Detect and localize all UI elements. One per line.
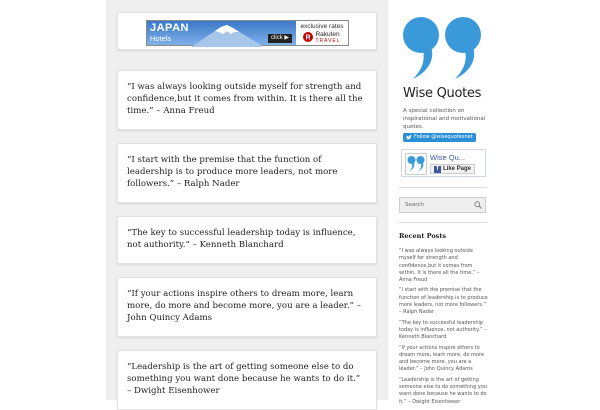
facebook-page-avatar[interactable] <box>405 153 427 175</box>
main-column <box>106 0 388 400</box>
ad-image[interactable] <box>147 21 296 45</box>
ad-brand-text <box>315 31 340 44</box>
facebook-page-name[interactable]: Wise Qu... <box>430 153 466 162</box>
ad-title: JAPAN <box>150 22 189 34</box>
quote-marks-logo-icon[interactable] <box>401 15 485 81</box>
ad-card <box>117 12 377 50</box>
site-title[interactable]: Wise Quotes <box>403 86 482 101</box>
ad-brand <box>303 31 340 44</box>
twitter-follow-button[interactable] <box>403 133 476 142</box>
quote-text[interactable]: “The key to successful leadership today is influence, not authority.” – Kenneth Blanchard <box>127 228 356 250</box>
facebook-like-label: Like Page <box>443 166 472 172</box>
rakuten-ad-banner[interactable] <box>146 20 349 46</box>
quote-text[interactable]: “Leadership is the art of getting someone else to do something you want done because he wants to do it.” – Dwight Eisenhower <box>127 362 361 396</box>
ad-brand-sub: TRAVEL <box>315 37 341 44</box>
quote-marks-thumb-icon <box>406 154 426 174</box>
ad-brand-panel[interactable] <box>296 21 348 45</box>
search-input[interactable] <box>400 198 470 212</box>
quote-card <box>117 350 377 410</box>
recent-post-link[interactable]: “If your actions inspire others to dream more, learn more, do more and become more, you are a leader.” – John Quincy Adams <box>399 344 485 373</box>
quote-card <box>117 143 377 203</box>
site-description: A special collection on inspirational and motivational quotes. <box>403 108 486 130</box>
ad-click-button[interactable]: click ▶ <box>268 34 292 43</box>
rakuten-logo-icon <box>303 32 313 42</box>
search-box <box>399 197 486 213</box>
recent-post-link[interactable]: “I start with the premise that the function of leadership is to produce more leaders, not more followers.” – Ralph Nader <box>399 287 488 316</box>
search-icon[interactable] <box>474 201 482 209</box>
ad-rates-label: exclusive rates <box>300 22 344 30</box>
facebook-page-widget <box>401 149 486 177</box>
recent-posts-heading: Recent Posts <box>399 232 446 240</box>
recent-post-link[interactable]: “Leadership is the art of getting someone else to do something you want done because he wants to do it.” – Dwight Eisenhower <box>399 376 487 405</box>
recent-posts-list <box>399 248 489 409</box>
ad-brand-name: Rakuten <box>315 30 340 38</box>
quote-text[interactable]: “If your actions inspire others to dream more, learn more, do more and become more, you are a leader.” – John Quincy Adams <box>127 289 362 323</box>
mount-fuji-icon <box>191 23 261 47</box>
twitter-bird-icon <box>406 135 412 140</box>
quote-text[interactable]: “I was always looking outside myself for strength and confidence,but it comes from within. It is there all the time.” – Anna Freud <box>127 82 363 116</box>
quote-card <box>117 277 377 337</box>
sidebar-divider <box>399 187 487 188</box>
svg-text:R: R <box>305 34 311 42</box>
twitter-follow-label: Follow @wisequotesnet <box>414 134 473 140</box>
recent-post-link[interactable]: “The key to successful leadership today is influence, not authority.” – Kenneth Blanchard <box>399 319 487 341</box>
quote-card <box>117 216 377 264</box>
facebook-like-button[interactable] <box>430 164 475 174</box>
facebook-icon: f <box>434 166 441 173</box>
sidebar-divider <box>399 222 487 223</box>
ad-subtitle: Hotels <box>150 34 172 43</box>
quote-text[interactable]: “I start with the premise that the function of leadership is to produce more leaders, not more followers.” – Ralph Nader <box>127 155 338 189</box>
quote-card <box>117 70 377 130</box>
recent-post-link[interactable]: “I was always looking outside myself for strength and confidence,but it comes from within. It is there all the time.” – Anna Freud <box>399 248 480 284</box>
